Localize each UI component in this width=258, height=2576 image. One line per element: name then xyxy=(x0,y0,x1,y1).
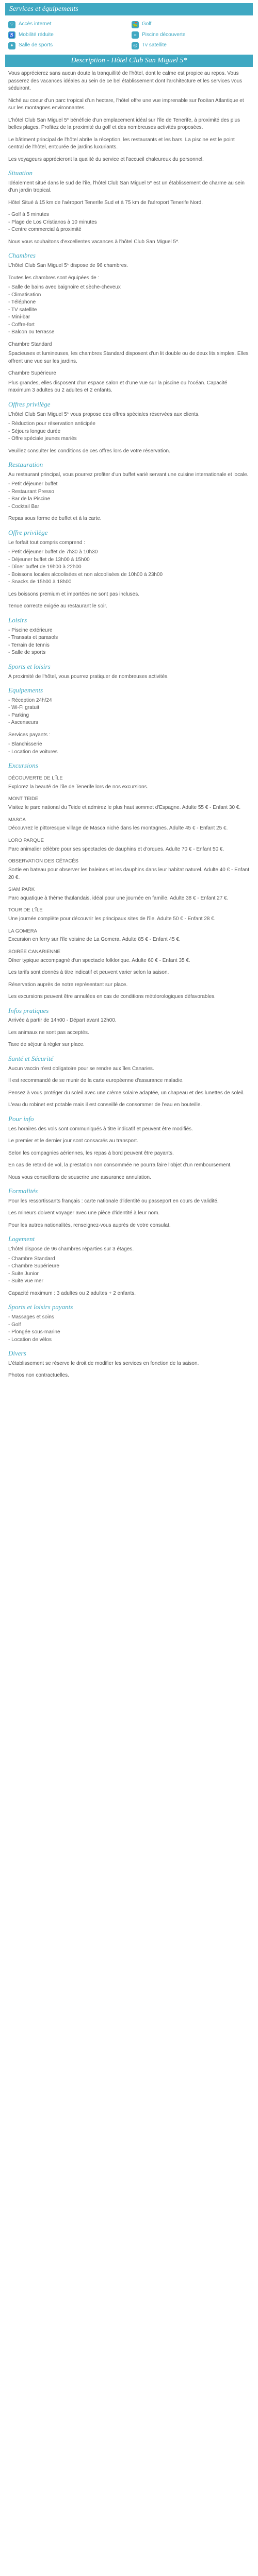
excursion-heading: LORO PARQUE xyxy=(8,837,44,843)
paragraph: Découvrez le pittoresque village de Masca niché dans les montagnes. Adulte 45 € - Enfant 25 €. xyxy=(8,825,228,832)
excursion-heading: MASCA xyxy=(8,817,26,823)
list-item: - Plage de Los Cristianos à 10 minutes xyxy=(8,219,97,225)
section-title-equipements: Equipements xyxy=(8,686,43,694)
intro-paragraph: Vous apprécierez sans aucun doute la tranquillité de l'hôtel, dont le calme est propice au repos. Vous passerez des vacances idéales au sein de ce bel établissement dont l'architecture et les services vous séduiront. xyxy=(8,71,243,92)
service-label: Salle de sports xyxy=(19,42,53,48)
list-item: - Petit déjeuner buffet xyxy=(8,481,58,487)
paragraph: Sortie en bateau pour observer les baleines et les dauphins dans leur habitat naturel. Adulte 40 € - Enfant 20 €. xyxy=(8,867,249,880)
list-item: - Mini-bar xyxy=(8,314,30,320)
section-title-info: Infos pratiques xyxy=(8,1006,49,1014)
list-item: - Plongée sous-marine xyxy=(8,1329,60,1335)
excursion-heading: MONT TEIDE xyxy=(8,796,39,802)
service-golf xyxy=(132,21,250,28)
list-item: - Cocktail Bar xyxy=(8,503,40,510)
satellite-icon: ◎ xyxy=(132,42,139,49)
paragraph: Au restaurant principal, vous pourrez profiter d'un buffet varié servant une cuisine internationale et locale. xyxy=(8,471,249,478)
service-label: Golf xyxy=(142,21,152,27)
intro-paragraph: Niché au coeur d'un parc tropical d'un hectare, l'hôtel offre une vue imprenable sur l'océan Atlantique et sur les montagnes environnantes. xyxy=(8,97,244,111)
list-item: - Réduction pour réservation anticipée xyxy=(8,421,95,427)
list-item: - TV satellite xyxy=(8,307,37,313)
paragraph: Pensez à vous protéger du soleil avec une crème solaire adaptée, un chapeau et des lunettes de soleil. xyxy=(8,1090,245,1096)
service-label: Accès internet xyxy=(19,21,52,27)
list-item: - Parking xyxy=(8,712,29,718)
list-item: - Salle de sports xyxy=(8,650,46,656)
formule-list xyxy=(8,549,250,586)
section-title-situation: Situation xyxy=(8,169,33,177)
section-title-sports-payants: Sports et loisirs payants xyxy=(8,1303,73,1311)
paragraph: Une journée complète pour découvrir les principaux sites de l'île. Adulte 50 € - Enfant 28 €. xyxy=(8,916,216,922)
equipements-paid-list xyxy=(8,741,250,756)
service-pool xyxy=(132,31,250,39)
intro-paragraph: Le bâtiment principal de l'hôtel abrite la réception, les restaurants et les bars. La piscine est le point central de l'hôtel, entourée de jardins luxuriants. xyxy=(8,137,235,150)
paragraph: Idéalement situé dans le sud de l'île, l'hôtel Club San Miguel 5* est un établissement de charme au sein d'un jardin tropical. xyxy=(8,180,245,194)
services-header: Services et équipements xyxy=(5,3,253,15)
list-item: - Location de vélos xyxy=(8,1336,52,1343)
paragraph: Les mineurs doivent voyager avec une pièce d'identité à leur nom. xyxy=(8,1210,160,1216)
loisirs-list xyxy=(8,627,250,657)
paragraph: En cas de retard de vol, la prestation non consommée ne pourra faire l'objet d'un remboursement. xyxy=(8,1162,232,1168)
paragraph: Veuillez consulter les conditions de ces offres lors de votre réservation. xyxy=(8,448,170,454)
excursion-heading: SOIRÉE CANARIENNE xyxy=(8,948,60,955)
paragraph: Nous vous souhaitons d'excellentes vacances à l'hôtel Club San Miguel 5*. xyxy=(8,239,180,245)
page xyxy=(5,0,253,1380)
paragraph: Services payants : xyxy=(8,732,51,738)
paragraph: Hôtel Situé à 15 km de l'aéroport Tenerife Sud et à 75 km de l'aéroport Tenerife Nord. xyxy=(8,199,203,206)
paragraph: Plus grandes, elles disposent d'un espace salon et d'une vue sur la piscine ou l'océan. Capacité maximum 3 adultes ou 2 adultes et 2 enfants. xyxy=(8,380,228,394)
paragraph: Les animaux ne sont pas acceptés. xyxy=(8,1029,89,1036)
service-satellite xyxy=(132,42,250,49)
paragraph: Chambre Supérieure xyxy=(8,370,56,377)
paragraph: Le premier et le dernier jour sont consacrés au transport. xyxy=(8,1138,138,1144)
list-item: - Offre spéciale jeunes mariés xyxy=(8,436,77,442)
paragraph: Les excursions peuvent être annulées en cas de conditions météorologiques défavorables. xyxy=(8,994,216,1000)
section-title-sports: Sports et loisirs xyxy=(8,662,51,670)
list-item: - Salle de bains avec baignoire et sèche-cheveux xyxy=(8,284,121,291)
intro-paragraph: L'hôtel Club San Miguel 5* bénéficie d'un emplacement idéal sur l'île de Tenerife, à proximité des plus belles plages. Profitez de la proximité du golf et des nombreuses activités proposées. xyxy=(8,117,240,131)
paragraph: Les tarifs sont donnés à titre indicatif et peuvent varier selon la saison. xyxy=(8,970,169,976)
list-item: - Balcon ou terrasse xyxy=(8,329,55,335)
paragraph: A proximité de l'hôtel, vous pourrez pratiquer de nombreuses activités. xyxy=(8,673,169,680)
list-item: - Séjours longue durée xyxy=(8,428,61,434)
service-label: Piscine découverte xyxy=(142,31,186,38)
intro-paragraph: Les voyageurs apprécieront la qualité du service et l'accueil chaleureux du personnel. xyxy=(8,156,204,162)
paragraph: Taxe de séjour à régler sur place. xyxy=(8,1042,85,1048)
section-title-pour-info: Pour info xyxy=(8,1114,34,1123)
service-label: Tv satellite xyxy=(142,42,167,48)
paragraph: Parc aquatique à thème thaïlandais, idéal pour une journée en famille. Adulte 38 € - Enfant 27 €. xyxy=(8,895,229,901)
paragraph: Parc animalier célèbre pour ses spectacles de dauphins et d'orques. Adulte 70 € - Enfant 50 €. xyxy=(8,846,224,852)
paragraph: L'eau du robinet est potable mais il est conseillé de consommer de l'eau en bouteille. xyxy=(8,1102,202,1108)
list-item: - Massages et soins xyxy=(8,1314,54,1320)
situation-list xyxy=(8,211,250,234)
paragraph: L'établissement se réserve le droit de modifier les services en fonction de la saison. xyxy=(8,1360,199,1366)
section-title-offres: Offres privilège xyxy=(8,400,51,408)
paragraph: Pour les ressortissants français : carte nationale d'identité ou passeport en cours de validité. xyxy=(8,1198,219,1204)
paragraph: Aucun vaccin n'est obligatoire pour se rendre aux îles Canaries. xyxy=(8,1065,154,1072)
offres-list xyxy=(8,420,250,443)
description-header: Description - Hôtel Club San Miguel 5* xyxy=(5,55,253,67)
list-item: - Déjeuner buffet de 13h00 à 15h00 xyxy=(8,556,90,563)
sports-payants-list xyxy=(8,1314,250,1344)
paragraph: Photos non contractuelles. xyxy=(8,1372,69,1379)
paragraph: Nous vous conseillons de souscrire une assurance annulation. xyxy=(8,1174,151,1180)
section-title-excursions: Excursions xyxy=(8,761,38,770)
service-label: Mobilité réduite xyxy=(19,31,54,38)
section-title-divers: Divers xyxy=(8,1349,26,1358)
logement-list xyxy=(8,1256,250,1285)
wifi-icon: ⌔ xyxy=(8,21,15,28)
service-accessibility xyxy=(8,31,126,39)
list-item: - Chambre Standard xyxy=(8,1256,55,1262)
description-content xyxy=(5,70,253,1380)
paragraph: Tenue correcte exigée au restaurant le soir. xyxy=(8,603,107,609)
paragraph: Capacité maximum : 3 adultes ou 2 adultes + 2 enfants. xyxy=(8,1290,136,1296)
restauration-list xyxy=(8,481,250,511)
paragraph: L'hôtel dispose de 96 chambres réparties sur 3 étages. xyxy=(8,1246,134,1252)
paragraph: Dîner typique accompagné d'un spectacle folklorique. Adulte 60 € - Enfant 35 €. xyxy=(8,957,190,963)
list-item: - Centre commercial à proximité xyxy=(8,227,82,233)
list-item: - Transats et parasols xyxy=(8,635,58,641)
paragraph: Spacieuses et lumineuses, les chambres Standard disposent d'un lit double ou de deux lits simples. Elles offrent une vue sur les jardins. xyxy=(8,351,249,364)
list-item: - Location de voitures xyxy=(8,749,58,755)
equipements-list xyxy=(8,697,250,727)
service-internet xyxy=(8,21,126,28)
list-item: - Petit déjeuner buffet de 7h30 à 10h30 xyxy=(8,549,98,555)
paragraph: Chambre Standard xyxy=(8,341,52,347)
section-title-chambres: Chambres xyxy=(8,251,36,260)
list-item: - Ascenseurs xyxy=(8,720,38,726)
chambres-list xyxy=(8,284,250,336)
excursion-heading: SIAM PARK xyxy=(8,887,35,893)
paragraph: Toutes les chambres sont équipées de : xyxy=(8,275,100,281)
paragraph: Il est recommandé de se munir de la carte européenne d'assurance maladie. xyxy=(8,1078,184,1084)
wheelchair-icon: ♿ xyxy=(8,31,15,39)
paragraph: Repas sous forme de buffet et à la carte. xyxy=(8,516,102,522)
list-item: - Climatisation xyxy=(8,292,41,298)
list-item: - Golf à 5 minutes xyxy=(8,212,49,218)
paragraph: Les boissons premium et importées ne sont pas incluses. xyxy=(8,591,140,597)
section-title-formule: Offre privilège xyxy=(8,528,48,536)
excursion-heading: TOUR DE L'ÎLE xyxy=(8,907,43,913)
paragraph: Excursion en ferry sur l'île voisine de La Gomera. Adulte 85 € - Enfant 45 €. xyxy=(8,937,181,943)
list-item: - Boissons locales alcoolisées et non alcoolisées de 10h00 à 23h00 xyxy=(8,571,163,578)
list-item: - Dîner buffet de 19h00 à 22h00 xyxy=(8,564,82,570)
list-item: - Chambre Supérieure xyxy=(8,1263,59,1269)
list-item: - Golf xyxy=(8,1321,21,1328)
list-item: - Coffre-fort xyxy=(8,321,35,328)
pool-icon: ≈ xyxy=(132,31,139,39)
service-gym xyxy=(8,42,126,49)
list-item: - Suite vue mer xyxy=(8,1278,43,1284)
list-item: - Suite Junior xyxy=(8,1270,39,1277)
list-item: - Snacks de 15h00 à 18h00 xyxy=(8,579,72,585)
paragraph: L'hôtel Club San Miguel 5* vous propose des offres spéciales réservées aux clients. xyxy=(8,411,200,417)
paragraph: Les horaires des vols sont communiqués à titre indicatif et peuvent être modifiés. xyxy=(8,1126,193,1132)
paragraph: Arrivée à partir de 14h00 - Départ avant 12h00. xyxy=(8,1018,117,1024)
paragraph: Visitez le parc national du Teide et admirez le plus haut sommet d'Espagne. Adulte 55 € - Enfant 30 €. xyxy=(8,805,241,811)
excursion-heading: OBSERVATION DES CÉTACÉS xyxy=(8,858,79,865)
list-item: - Téléphone xyxy=(8,299,36,306)
paragraph: Le forfait tout compris comprend : xyxy=(8,539,85,546)
excursion-heading: DÉCOUVERTE DE L'ÎLE xyxy=(8,775,63,782)
list-item: - Wi-Fi gratuit xyxy=(8,705,39,711)
section-title-sante: Santé et Sécurité xyxy=(8,1054,54,1062)
gym-icon: ✦ xyxy=(8,42,15,49)
paragraph: Selon les compagnies aériennes, les repas à bord peuvent être payants. xyxy=(8,1150,174,1156)
services-grid xyxy=(5,19,253,55)
paragraph: Réservation auprès de notre représentant sur place. xyxy=(8,981,128,988)
golf-icon: ⛳ xyxy=(132,21,139,28)
list-item: - Bar de la Piscine xyxy=(8,496,51,502)
section-title-logement: Logement xyxy=(8,1235,35,1243)
list-item: - Réception 24h/24 xyxy=(8,697,52,703)
excursion-heading: LA GOMERA xyxy=(8,928,37,934)
list-item: - Terrain de tennis xyxy=(8,642,50,648)
section-title-loisirs: Loisirs xyxy=(8,616,27,624)
section-title-restauration: Restauration xyxy=(8,461,43,469)
list-item: - Restaurant Presso xyxy=(8,488,54,495)
list-item: - Blanchisserie xyxy=(8,741,42,748)
section-title-formalites: Formalités xyxy=(8,1187,38,1195)
paragraph: Explorez la beauté de l'île de Tenerife lors de nos excursions. xyxy=(8,784,149,790)
paragraph: Pour les autres nationalités, renseignez-vous auprès de votre consulat. xyxy=(8,1222,171,1228)
list-item: - Piscine extérieure xyxy=(8,627,53,633)
paragraph: L'hôtel Club San Miguel 5* dispose de 96 chambres. xyxy=(8,263,128,269)
